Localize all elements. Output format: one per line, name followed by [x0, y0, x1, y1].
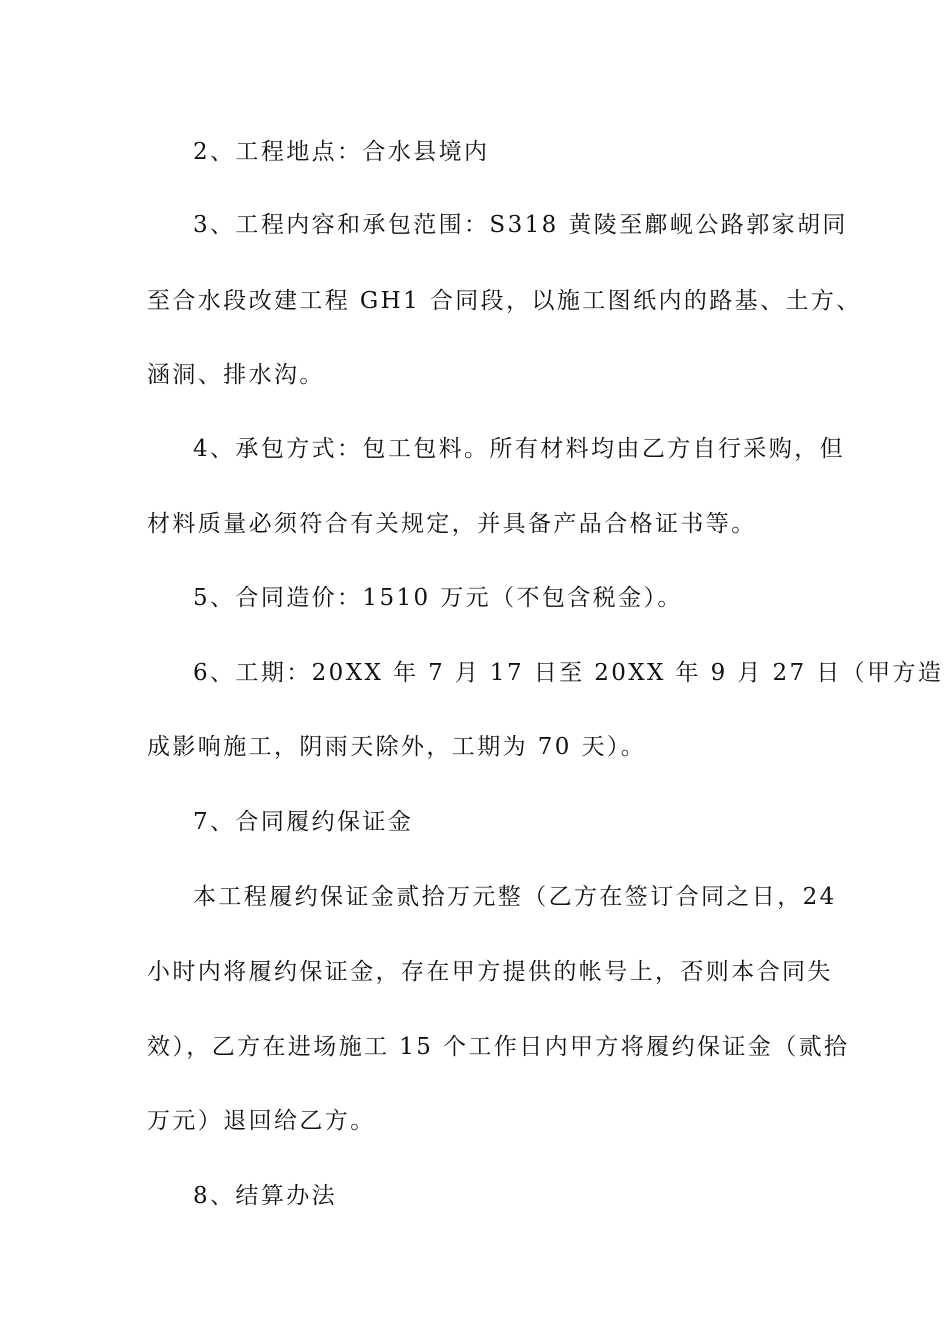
item-3-scope-line-2: 至合水段改建工程 GH1 合同段，以施工图纸内的路基、土方、 [147, 288, 862, 314]
item-2-location: 2、工程地点：合水县境内 [193, 139, 490, 165]
item-4-contract-method-line-2: 材料质量必须符合有关规定，并具备产品合格证书等。 [147, 511, 757, 537]
bond-paragraph-line-2: 小时内将履约保证金，存在甲方提供的帐号上，否则本合同失 [147, 959, 833, 985]
item-3-scope-line-1: 3、工程内容和承包范围：S318 黄陵至鄜岘公路郭家胡同 [193, 212, 848, 238]
item-6-schedule-line-2: 成影响施工，阴雨天除外，工期为 70 天）。 [147, 734, 647, 760]
item-8-settlement-heading: 8、结算办法 [193, 1183, 338, 1209]
bond-paragraph-line-1: 本工程履约保证金贰拾万元整（乙方在签订合同之日，24 [193, 884, 837, 910]
item-5-contract-price: 5、合同造价：1510 万元（不包含税金）。 [193, 585, 683, 611]
item-7-performance-bond-heading: 7、合同履约保证金 [193, 809, 414, 835]
item-3-scope-line-3: 涵洞、排水沟。 [147, 362, 325, 388]
bond-paragraph-line-3: 效），乙方在进场施工 15 个工作日内甲方将履约保证金（贰拾 [147, 1034, 850, 1060]
item-4-contract-method-line-1: 4、承包方式：包工包料。所有材料均由乙方自行采购，但 [193, 436, 846, 462]
item-6-schedule-line-1: 6、工期：20XX 年 7 月 17 日至 20XX 年 9 月 27 日（甲方造 [193, 660, 944, 686]
bond-paragraph-line-4: 万元）退回给乙方。 [147, 1108, 376, 1134]
